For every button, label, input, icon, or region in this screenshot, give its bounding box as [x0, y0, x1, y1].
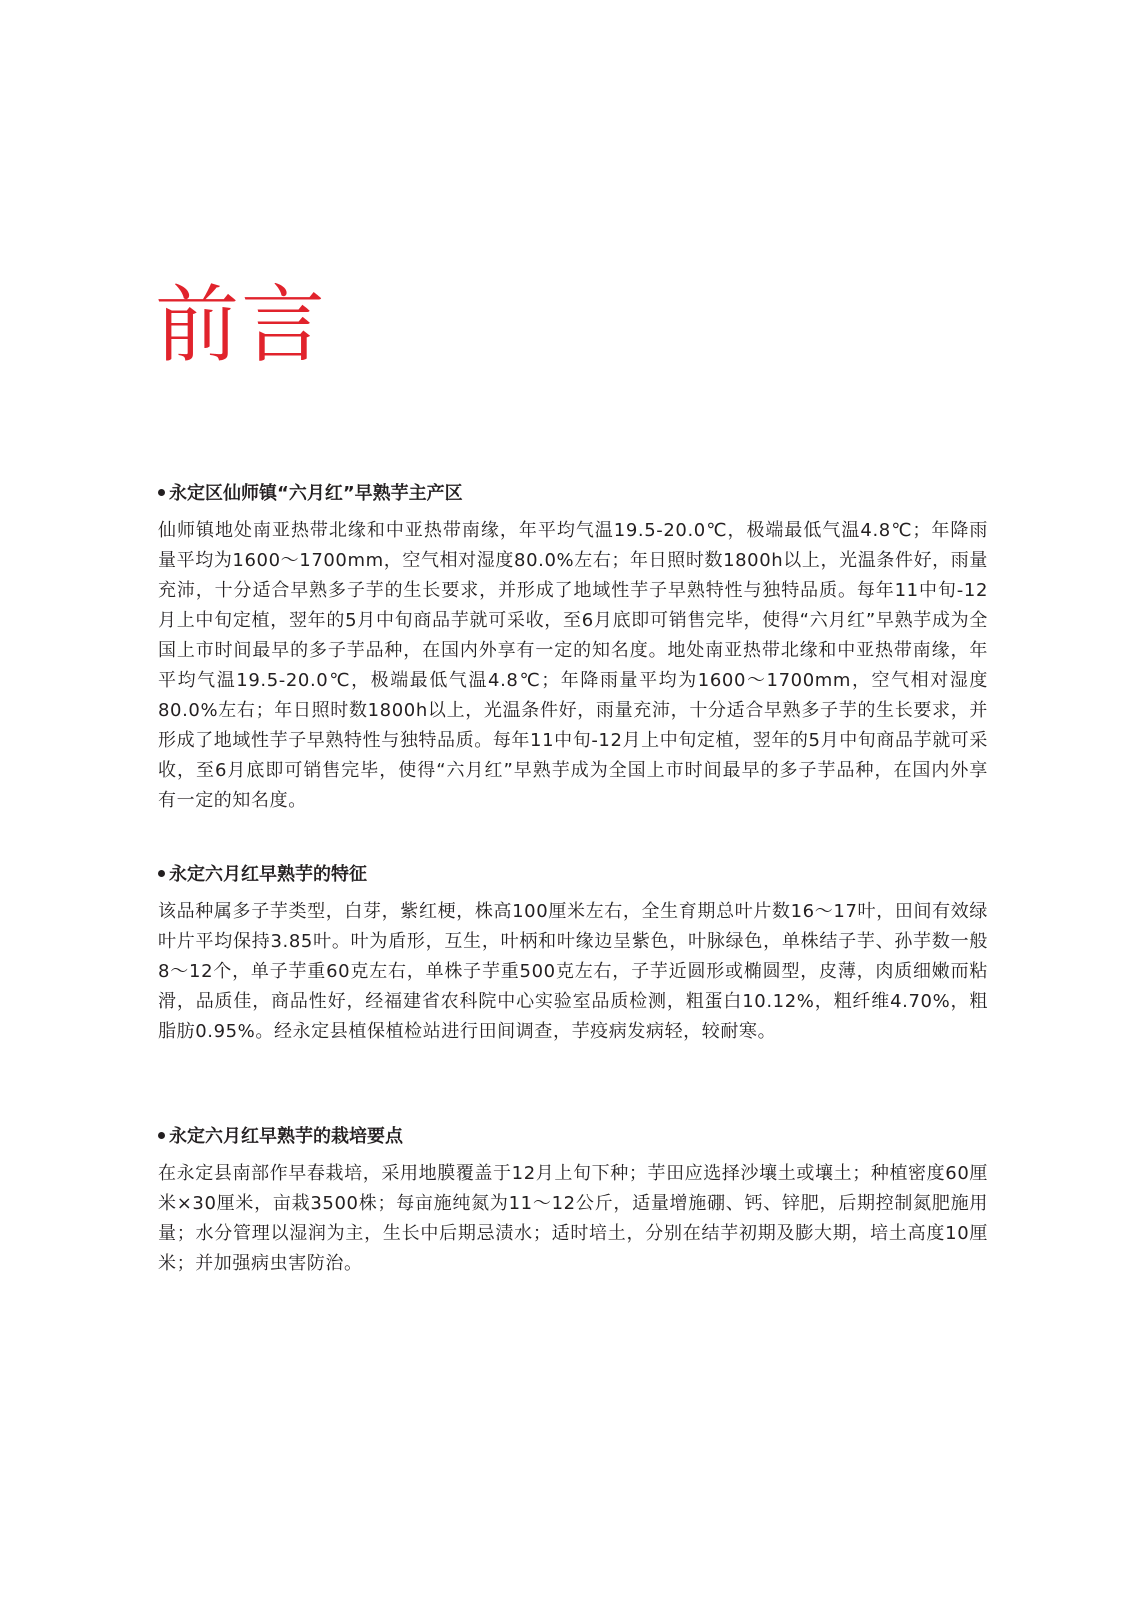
- section-cultivation-points: [158, 1125, 988, 1279]
- section-heading: [158, 482, 988, 506]
- section-body: 在永定县南部作早春栽培，采用地膜覆盖于12月上旬下种；芋田应选择沙壤土或壤土；种植密度60厘米×30厘米，亩栽3500株；每亩施纯氮为11～12公斤，适量增施硼、钙、锌肥，后期控制氮肥施用量；水分管理以湿润为主，生长中后期忌渍水；适时培土，分别在结芋初期及膨大期，培土高度10厘米；并加强病虫害防治。: [158, 1163, 988, 1274]
- section-heading-text: 永定六月红早熟芋的栽培要点: [169, 1126, 403, 1147]
- section-characteristics: [158, 863, 988, 1047]
- section-body: 仙师镇地处南亚热带北缘和中亚热带南缘，年平均气温19.5-20.0℃，极端最低气温4.8℃；年降雨量平均为1600～1700mm，空气相对湿度80.0%左右；年日照时数1800h以上，光温条件好，雨量充沛，十分适合早熟多子芋的生长要求，并形成了地域性芋子早熟特性与独特品质。每年11中旬-12月上中旬定植，翌年的5月中旬商品芋就可采收，至6月底即可销售完毕，使得“六月红”早熟芋成为全国上市时间最早的多子芋品种，在国内外享有一定的知名度。地处南亚热带北缘和中亚热带南缘，年平均气温19.5-20.0℃，极端最低气温4.8℃；年降雨量平均为1600～1700mm，空气相对湿度80.0%左右；年日照时数1800h以上，光温条件好，雨量充沛，十分适合早熟多子芋的生长要求，并形成了地域性芋子早熟特性与独特品质。每年11中旬-12月上中旬定植，翌年的5月中旬商品芋就可采收，至6月底即可销售完毕，使得“六月红”早熟芋成为全国上市时间最早的多子芋品种，在国内外享有一定的知名度。: [158, 520, 988, 811]
- page-title: 前言: [155, 276, 328, 374]
- bullet-icon: [158, 489, 165, 496]
- section-heading-text: 永定六月红早熟芋的特征: [169, 864, 367, 885]
- section-heading: [158, 863, 988, 887]
- section-heading: [158, 1125, 988, 1149]
- bullet-icon: [158, 870, 165, 877]
- section-production-area: [158, 482, 988, 816]
- bullet-icon: [158, 1132, 165, 1139]
- section-heading-text: 永定区仙师镇“六月红”早熟芋主产区: [169, 483, 463, 504]
- section-body: 该品种属多子芋类型，白芽，紫红梗，株高100厘米左右，全生育期总叶片数16～17叶，田间有效绿叶片平均保持3.85叶。叶为盾形，互生，叶柄和叶缘边呈紫色，叶脉绿色，单株结子芋、孙芋数一般8～12个，单子芋重60克左右，单株子芋重500克左右，子芋近圆形或椭圆型，皮薄，肉质细嫩而粘滑，品质佳，商品性好，经福建省农科院中心实验室品质检测，粗蛋白10.12%，粗纤维4.70%，粗脂肪0.95%。经永定县植保植检站进行田间调查，芋疫病发病轻，较耐寒。: [158, 901, 988, 1042]
